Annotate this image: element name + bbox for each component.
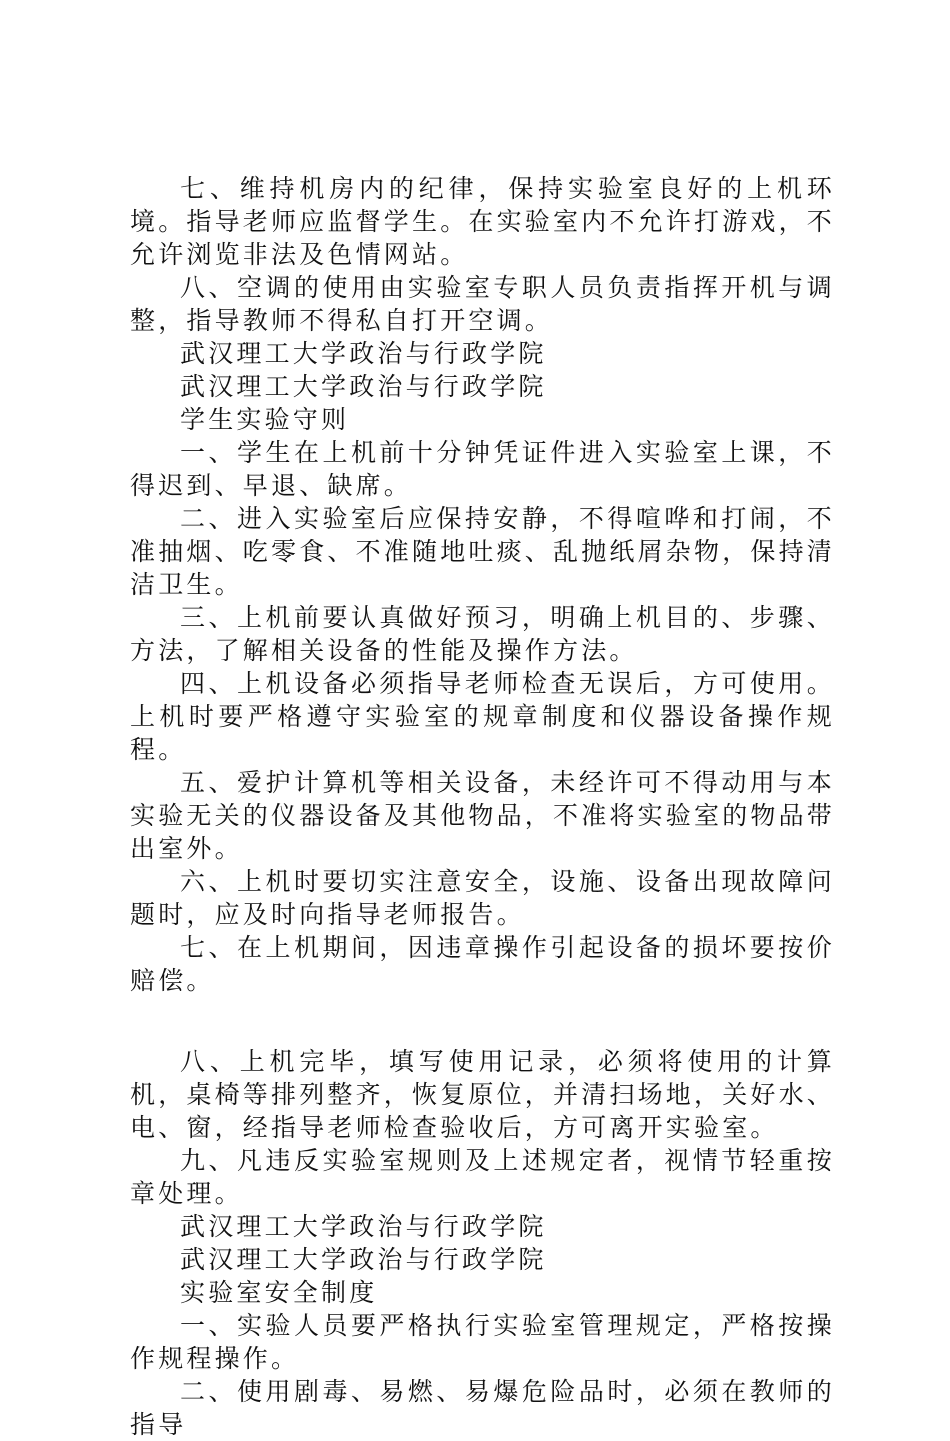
rule-item: 二、进入实验室后应保持安静，不得喧哗和打闹，不准抽烟、吃零食、不准随地吐痰、乱抛纸屑杂物，保持清洁卫生。 xyxy=(130,504,836,599)
rule-item: 四、上机设备必须指导老师检查无误后，方可使用。上机时要严格遵守实验室的规章制度和仪器设备操作规程。 xyxy=(130,669,835,764)
paragraph-gap xyxy=(130,997,835,1045)
document-body xyxy=(130,172,835,1441)
rule-item: 二、使用剧毒、易燃、易爆危险品时，必须在教师的指导 xyxy=(130,1377,835,1439)
section-title-student-rules: 学生实验守则 xyxy=(180,405,350,434)
institution-name: 武汉理工大学政治与行政学院 xyxy=(180,372,547,401)
rule-item: 九、凡违反实验室规则及上述规定者，视情节轻重按章处理。 xyxy=(130,1146,835,1208)
institution-name: 武汉理工大学政治与行政学院 xyxy=(180,1212,547,1241)
rule-item: 三、上机前要认真做好预习，明确上机目的、步骤、方法，了解相关设备的性能及操作方法。 xyxy=(130,603,835,665)
rule-item: 八、上机完毕，填写使用记录，必须将使用的计算机，桌椅等排列整齐，恢复原位，并清扫场地，关好水、电、窗，经指导老师检查验收后，方可离开实验室。 xyxy=(130,1047,836,1142)
rule-item: 一、实验人员要严格执行实验室管理规定，严格按操作规程操作。 xyxy=(130,1311,835,1373)
rule-item: 六、上机时要切实注意安全，设施、设备出现故障问题时，应及时向指导老师报告。 xyxy=(130,867,835,929)
rule-item: 五、爱护计算机等相关设备，未经许可不得动用与本实验无关的仪器设备及其他物品，不准将实验室的物品带出室外。 xyxy=(130,768,836,863)
institution-name: 武汉理工大学政治与行政学院 xyxy=(180,1245,547,1274)
institution-name: 武汉理工大学政治与行政学院 xyxy=(180,339,547,368)
rule-item: 七、在上机期间，因违章操作引起设备的损坏要按价赔偿。 xyxy=(130,933,835,995)
paragraph-lab-discipline: 七、维持机房内的纪律，保持实验室良好的上机环境。指导老师应监督学生。在实验室内不允许打游戏，不允许浏览非法及色情网站。 xyxy=(130,174,836,269)
paragraph-air-conditioning: 八、空调的使用由实验室专职人员负责指挥开机与调整，指导教师不得私自打开空调。 xyxy=(130,273,835,335)
rule-item: 一、学生在上机前十分钟凭证件进入实验室上课，不得迟到、早退、缺席。 xyxy=(130,438,835,500)
section-title-lab-safety: 实验室安全制度 xyxy=(180,1278,378,1307)
